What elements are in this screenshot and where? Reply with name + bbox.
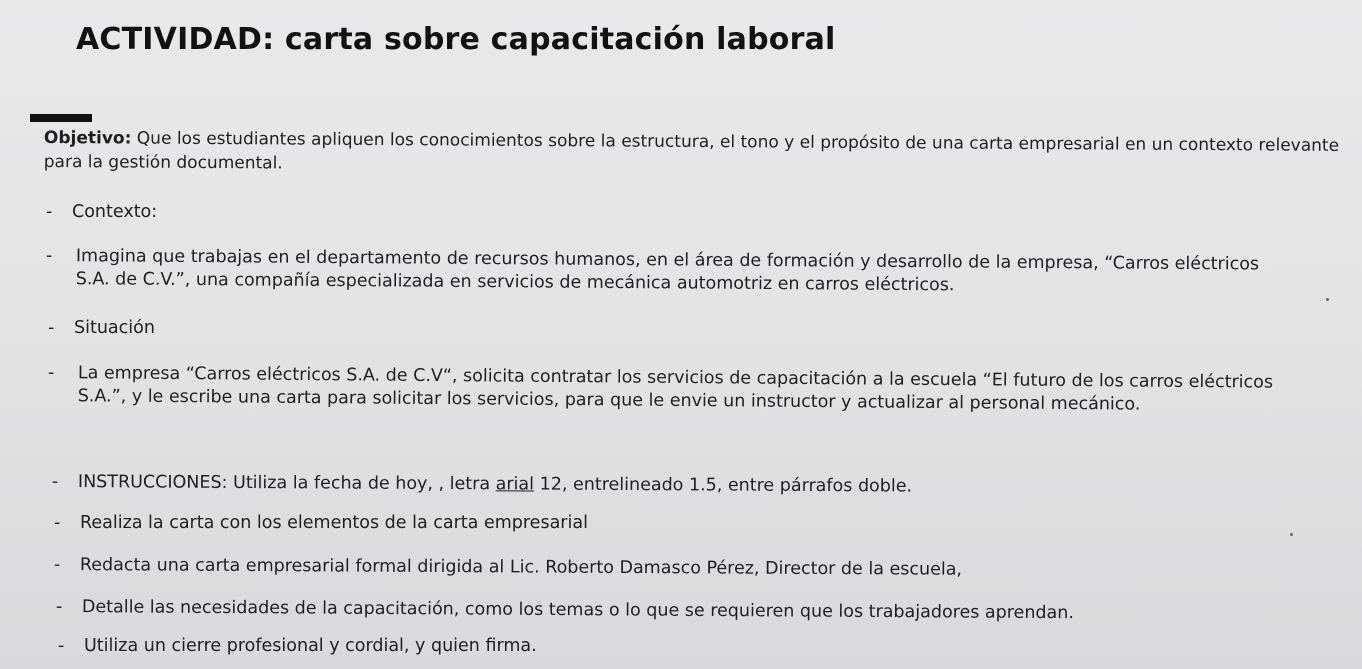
objetivo-label: Objetivo:	[43, 127, 132, 149]
bullet-dash: -	[54, 513, 61, 533]
instrucciones-text-post: 12, entrelineado 1.5, entre párrafos doble.	[533, 474, 913, 497]
bullet-dash: -	[47, 362, 55, 384]
bullet-dash: -	[58, 636, 65, 656]
screen-speck	[1290, 533, 1293, 536]
realiza-text: Realiza la carta con los elementos de la carta empresarial	[80, 513, 588, 533]
list-item-contexto	[46, 245, 1296, 300]
list-item-redacta	[54, 553, 962, 582]
contexto-heading: Contexto:	[72, 202, 158, 222]
redacta-text: Redacta una carta empresarial formal dirigida al Lic. Roberto Damasco Pérez, Director de la escuela,	[79, 555, 963, 580]
bullet-dash: -	[45, 245, 53, 267]
screen-speck	[1326, 298, 1329, 301]
bullet-dash: -	[55, 596, 63, 618]
list-item-situacion-heading	[48, 316, 155, 340]
objetivo-paragraph	[44, 126, 1344, 182]
detalle-text: Detalle las necesidades de la capacitación, como los temas o lo que se requieren que los trabajadores aprendan.	[81, 597, 1075, 624]
list-item-contexto-heading	[46, 200, 157, 224]
decorative-bar	[30, 114, 92, 122]
situacion-heading: Situación	[74, 318, 155, 338]
bullet-dash: -	[53, 555, 61, 576]
instrucciones-font-name: arial	[495, 474, 535, 495]
cierre-text: Utiliza un cierre profesional y cordial, y quien firma.	[84, 636, 537, 656]
instrucciones-text-pre: INSTRUCCIONES: Utiliza la fecha de hoy, , letra	[77, 472, 496, 495]
list-item-detalle	[56, 595, 1074, 625]
page-title: ACTIVIDAD: carta sobre capacitación laboral	[76, 22, 836, 57]
list-item-cierre	[58, 634, 537, 658]
list-item-realiza	[54, 511, 588, 535]
objetivo-text: Que los estudiantes apliquen los conocimientos sobre la estructura, el tono y el propósito de una carta empresarial en un contexto relevante para la gestión documental.	[43, 128, 1340, 174]
contexto-text: Imagina que trabajas en el departamento de recursos humanos, en el área de formación y desarrollo de la empresa, “Carros eléctricos S.A. de C.V.”, una compañía especializada en servicios de mecánica automotriz en carros eléctricos.	[75, 246, 1260, 296]
bullet-dash: -	[48, 318, 55, 338]
list-item-instrucciones	[52, 470, 912, 499]
list-item-situacion	[48, 362, 1306, 418]
bullet-dash: -	[51, 471, 59, 493]
situacion-text: La empresa “Carros eléctricos S.A. de C.V“, solicita contratar los servicios de capacitación a la escuela “El futuro de los carros eléctricos S.A.”, y le escribe una carta para solicitar los servicios, para que le envie un instructor y actualizar al personal mecánico.	[77, 363, 1274, 415]
bullet-dash: -	[46, 202, 53, 222]
